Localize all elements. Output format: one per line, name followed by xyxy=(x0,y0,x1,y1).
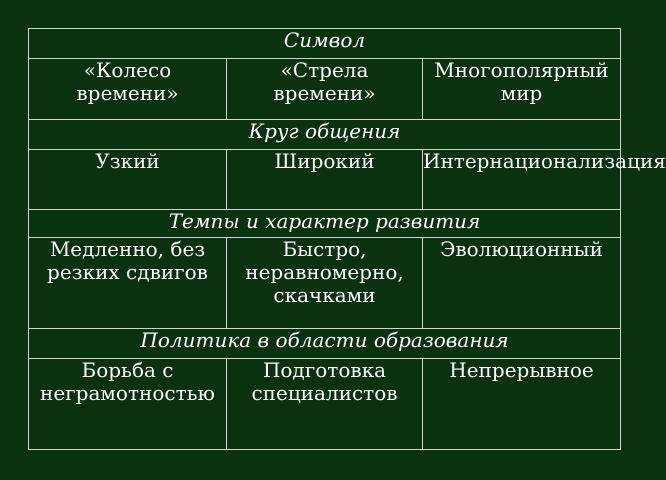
section-row-symbol xyxy=(29,29,621,59)
table-cell: Широкий xyxy=(227,149,423,209)
table-row-education xyxy=(29,359,621,450)
table-cell: Эволюционный xyxy=(423,238,621,329)
table-cell: Борьба с неграмотностью xyxy=(29,359,227,450)
section-row-education xyxy=(29,329,621,359)
section-row-development xyxy=(29,209,621,238)
section-heading-communication: Круг общения xyxy=(29,119,621,149)
section-row-communication xyxy=(29,119,621,149)
table-cell: «Стрела времени» xyxy=(227,58,423,119)
table-row-symbol xyxy=(29,58,621,119)
section-heading-symbol: Символ xyxy=(29,29,621,59)
table-cell: Непрерывное xyxy=(423,359,621,450)
table-cell: Многополярный мир xyxy=(423,58,621,119)
table-cell: Узкий xyxy=(29,149,227,209)
table-cell: Медленно, без резких сдвигов xyxy=(29,238,227,329)
table-cell: Подготовка специалистов xyxy=(227,359,423,450)
table-row-development xyxy=(29,238,621,329)
section-heading-education: Политика в области образования xyxy=(29,329,621,359)
table-row-communication xyxy=(29,149,621,209)
comparison-table xyxy=(28,28,666,450)
table-cell: «Колесо времени» xyxy=(29,58,227,119)
section-heading-development: Темпы и характер развития xyxy=(29,209,621,238)
table-cell: Интернационализация xyxy=(423,149,621,209)
table-cell: Быстро, неравномерно, скачками xyxy=(227,238,423,329)
